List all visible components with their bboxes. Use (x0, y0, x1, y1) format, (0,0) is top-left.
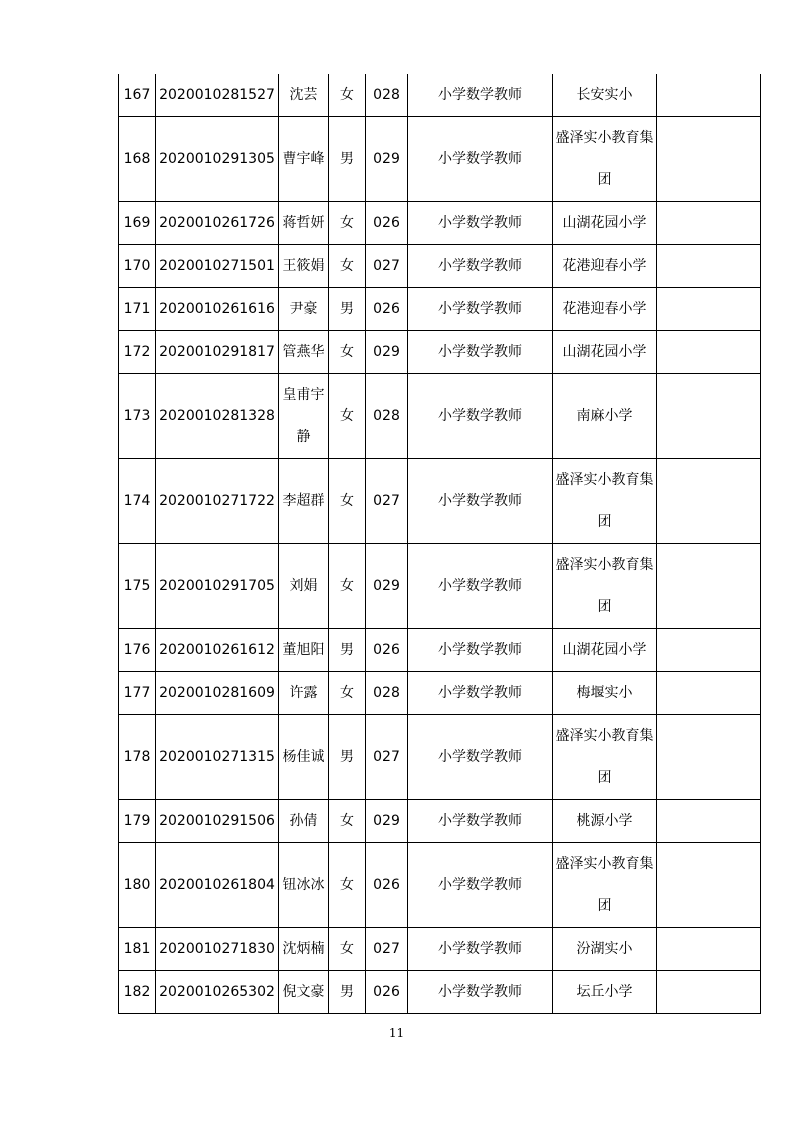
row-number-cell: 176 (119, 629, 156, 672)
gender-cell: 女 (329, 202, 366, 245)
note-cell (657, 544, 761, 629)
position-code-cell: 029 (366, 331, 408, 374)
position-code-cell: 029 (366, 117, 408, 202)
position-code-cell: 026 (366, 202, 408, 245)
school-cell: 盛泽实小教育集团 (553, 544, 657, 629)
name-cell: 董旭阳 (279, 629, 329, 672)
results-table-body (119, 74, 761, 1014)
note-cell (657, 800, 761, 843)
table-row (119, 374, 761, 459)
row-number-cell: 167 (119, 74, 156, 117)
position-cell: 小学数学教师 (408, 459, 553, 544)
position-code-cell: 026 (366, 971, 408, 1014)
note-cell (657, 117, 761, 202)
position-code-cell: 028 (366, 374, 408, 459)
table-row (119, 288, 761, 331)
row-number-cell: 181 (119, 928, 156, 971)
name-cell: 孙倩 (279, 800, 329, 843)
exam-id-cell: 2020010291817 (156, 331, 279, 374)
exam-id-cell: 2020010271830 (156, 928, 279, 971)
row-number-cell: 178 (119, 715, 156, 800)
row-number-cell: 180 (119, 843, 156, 928)
note-cell (657, 374, 761, 459)
results-table (118, 74, 761, 1014)
position-code-cell: 027 (366, 715, 408, 800)
position-code-cell: 028 (366, 74, 408, 117)
school-cell: 盛泽实小教育集团 (553, 843, 657, 928)
position-code-cell: 029 (366, 544, 408, 629)
name-cell: 许露 (279, 672, 329, 715)
gender-cell: 女 (329, 928, 366, 971)
note-cell (657, 459, 761, 544)
position-cell: 小学数学教师 (408, 715, 553, 800)
school-cell: 花港迎春小学 (553, 288, 657, 331)
position-code-cell: 027 (366, 928, 408, 971)
name-cell: 蒋哲妍 (279, 202, 329, 245)
position-cell: 小学数学教师 (408, 971, 553, 1014)
school-cell: 坛丘小学 (553, 971, 657, 1014)
note-cell (657, 715, 761, 800)
position-cell: 小学数学教师 (408, 629, 553, 672)
name-cell: 王筱娟 (279, 245, 329, 288)
name-cell: 钮冰冰 (279, 843, 329, 928)
name-cell: 皇甫宇静 (279, 374, 329, 459)
exam-id-cell: 2020010281328 (156, 374, 279, 459)
table-row (119, 715, 761, 800)
position-code-cell: 028 (366, 672, 408, 715)
position-cell: 小学数学教师 (408, 374, 553, 459)
school-cell: 长安实小 (553, 74, 657, 117)
exam-id-cell: 2020010271315 (156, 715, 279, 800)
gender-cell: 男 (329, 971, 366, 1014)
gender-cell: 男 (329, 715, 366, 800)
row-number-cell: 172 (119, 331, 156, 374)
school-cell: 梅堰实小 (553, 672, 657, 715)
row-number-cell: 173 (119, 374, 156, 459)
exam-id-cell: 2020010261612 (156, 629, 279, 672)
exam-id-cell: 2020010271501 (156, 245, 279, 288)
position-code-cell: 026 (366, 843, 408, 928)
gender-cell: 女 (329, 74, 366, 117)
row-number-cell: 175 (119, 544, 156, 629)
name-cell: 杨佳诚 (279, 715, 329, 800)
school-cell: 盛泽实小教育集团 (553, 117, 657, 202)
table-row (119, 928, 761, 971)
table-row (119, 629, 761, 672)
position-code-cell: 027 (366, 245, 408, 288)
table-row (119, 800, 761, 843)
gender-cell: 男 (329, 288, 366, 331)
exam-id-cell: 2020010265302 (156, 971, 279, 1014)
position-cell: 小学数学教师 (408, 843, 553, 928)
school-cell: 山湖花园小学 (553, 202, 657, 245)
row-number-cell: 179 (119, 800, 156, 843)
note-cell (657, 202, 761, 245)
row-number-cell: 177 (119, 672, 156, 715)
name-cell: 沈炳楠 (279, 928, 329, 971)
row-number-cell: 168 (119, 117, 156, 202)
page-number: 11 (388, 1026, 405, 1040)
name-cell: 沈芸 (279, 74, 329, 117)
row-number-cell: 174 (119, 459, 156, 544)
position-cell: 小学数学教师 (408, 331, 553, 374)
school-cell: 南麻小学 (553, 374, 657, 459)
position-cell: 小学数学教师 (408, 544, 553, 629)
table-row (119, 459, 761, 544)
school-cell: 盛泽实小教育集团 (553, 459, 657, 544)
note-cell (657, 331, 761, 374)
note-cell (657, 971, 761, 1014)
name-cell: 管燕华 (279, 331, 329, 374)
note-cell (657, 245, 761, 288)
position-cell: 小学数学教师 (408, 288, 553, 331)
school-cell: 桃源小学 (553, 800, 657, 843)
school-cell: 盛泽实小教育集团 (553, 715, 657, 800)
name-cell: 刘娟 (279, 544, 329, 629)
position-cell: 小学数学教师 (408, 928, 553, 971)
exam-id-cell: 2020010271722 (156, 459, 279, 544)
note-cell (657, 843, 761, 928)
table-row (119, 843, 761, 928)
name-cell: 李超群 (279, 459, 329, 544)
results-table-container (118, 74, 761, 1014)
position-code-cell: 029 (366, 800, 408, 843)
school-cell: 汾湖实小 (553, 928, 657, 971)
gender-cell: 女 (329, 459, 366, 544)
note-cell (657, 288, 761, 331)
exam-id-cell: 2020010291705 (156, 544, 279, 629)
table-row (119, 544, 761, 629)
school-cell: 花港迎春小学 (553, 245, 657, 288)
school-cell: 山湖花园小学 (553, 629, 657, 672)
note-cell (657, 629, 761, 672)
position-cell: 小学数学教师 (408, 74, 553, 117)
school-cell: 山湖花园小学 (553, 331, 657, 374)
name-cell: 倪文豪 (279, 971, 329, 1014)
row-number-cell: 171 (119, 288, 156, 331)
row-number-cell: 182 (119, 971, 156, 1014)
gender-cell: 女 (329, 800, 366, 843)
name-cell: 曹宇峰 (279, 117, 329, 202)
name-cell: 尹豪 (279, 288, 329, 331)
gender-cell: 男 (329, 117, 366, 202)
position-cell: 小学数学教师 (408, 672, 553, 715)
gender-cell: 女 (329, 843, 366, 928)
gender-cell: 女 (329, 672, 366, 715)
position-cell: 小学数学教师 (408, 202, 553, 245)
note-cell (657, 672, 761, 715)
table-row (119, 331, 761, 374)
position-cell: 小学数学教师 (408, 800, 553, 843)
table-row (119, 117, 761, 202)
note-cell (657, 928, 761, 971)
row-number-cell: 170 (119, 245, 156, 288)
position-code-cell: 026 (366, 288, 408, 331)
gender-cell: 男 (329, 629, 366, 672)
row-number-cell: 169 (119, 202, 156, 245)
exam-id-cell: 2020010291305 (156, 117, 279, 202)
gender-cell: 女 (329, 245, 366, 288)
exam-id-cell: 2020010281527 (156, 74, 279, 117)
exam-id-cell: 2020010261726 (156, 202, 279, 245)
table-row (119, 672, 761, 715)
gender-cell: 女 (329, 331, 366, 374)
note-cell (657, 74, 761, 117)
table-row (119, 245, 761, 288)
position-code-cell: 027 (366, 459, 408, 544)
position-code-cell: 026 (366, 629, 408, 672)
exam-id-cell: 2020010261616 (156, 288, 279, 331)
table-row (119, 74, 761, 117)
table-row (119, 971, 761, 1014)
position-cell: 小学数学教师 (408, 245, 553, 288)
gender-cell: 女 (329, 544, 366, 629)
exam-id-cell: 2020010261804 (156, 843, 279, 928)
gender-cell: 女 (329, 374, 366, 459)
position-cell: 小学数学教师 (408, 117, 553, 202)
exam-id-cell: 2020010291506 (156, 800, 279, 843)
exam-id-cell: 2020010281609 (156, 672, 279, 715)
table-row (119, 202, 761, 245)
